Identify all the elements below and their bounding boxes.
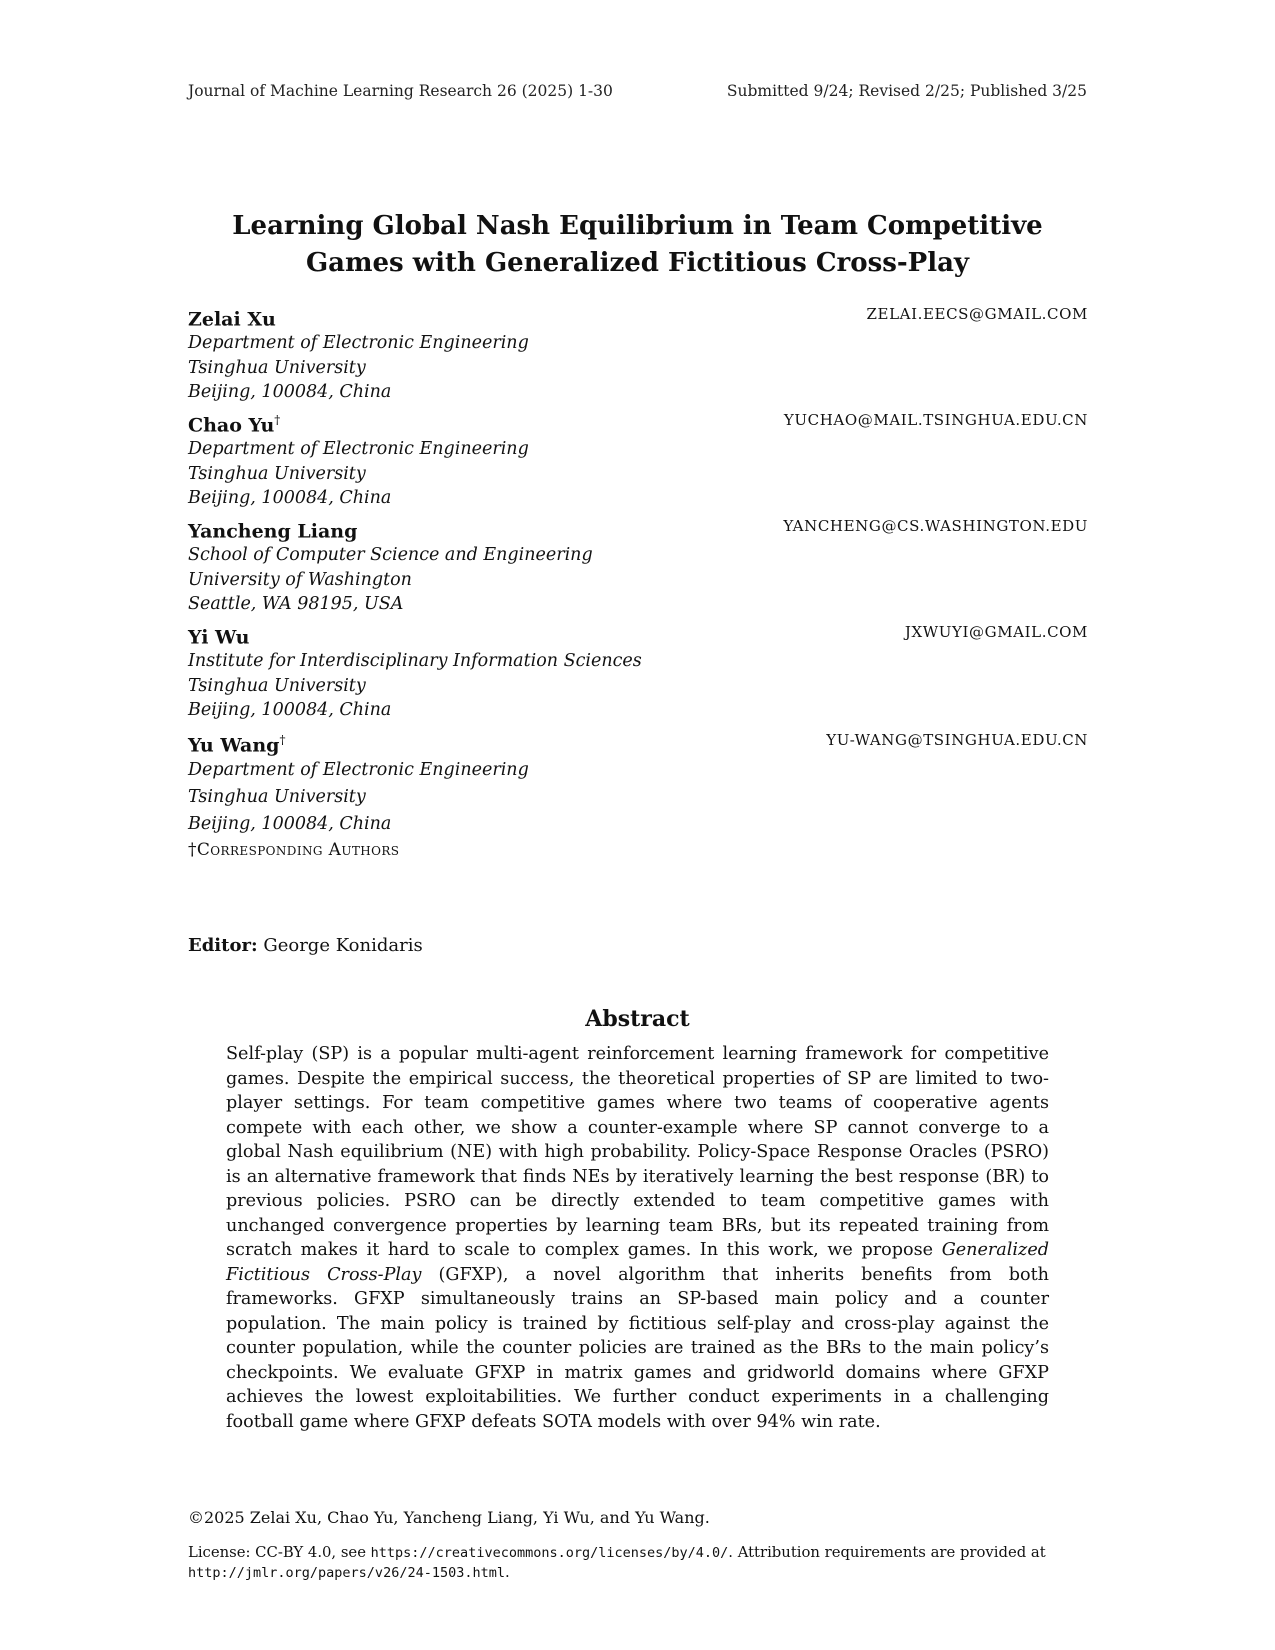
submission-dates: Submitted 9/24; Revised 2/25; Published 3/25 bbox=[726, 82, 1087, 100]
affiliation-address: Beijing, 100084, China bbox=[188, 488, 392, 509]
affiliation-institution: Tsinghua University bbox=[188, 357, 366, 378]
author-name: Yancheng Liang bbox=[188, 520, 358, 543]
license-prefix: License: CC-BY 4.0, see bbox=[188, 1544, 371, 1561]
affiliation-department: Department of Electronic Engineering bbox=[188, 760, 529, 781]
abstract-part-1: Self-play (SP) is a popular multi-agent reinforcement learning framework for competitive games. Despite the empirical success, the theoretical properties of SP are limited to two-player settings. For team competitive games where two teams of cooperative agents compete with each other, we show a counter-example where SP cannot converge to a global Nash equilibrium (NE) with high probability. Policy-Space Response Oracles (PSRO) is an alternative framework that finds NEs by iteratively learning the best response (BR) to previous policies. PSRO can be directly extended to team competitive games with unchanged convergence properties by learning team BRs, but its repeated training from scratch makes it hard to scale to complex games. In this work, we propose bbox=[226, 1044, 1049, 1260]
editor-label: Editor: bbox=[188, 935, 258, 956]
copyright-notice: ©2025 Zelai Xu, Chao Yu, Yancheng Liang, Yi Wu, and Yu Wang. bbox=[188, 1508, 710, 1527]
paper-title bbox=[120, 208, 1155, 282]
corresponding-authors-note: †Corresponding Authors bbox=[188, 840, 400, 861]
abstract-emphasis: Generalized Fictitious Cross-Play bbox=[226, 1240, 1049, 1285]
author-block bbox=[188, 408, 1088, 511]
editor-line bbox=[188, 935, 423, 956]
affiliation-institution: Tsinghua University bbox=[188, 675, 366, 696]
affiliation-address: Seattle, WA 98195, USA bbox=[188, 594, 404, 615]
affiliation-address: Beijing, 100084, China bbox=[188, 382, 392, 403]
affiliation-department: School of Computer Science and Engineering bbox=[188, 545, 593, 566]
author-name: Chao Yu bbox=[188, 414, 275, 437]
author-email[interactable]: YANCHENG@CS.WASHINGTON.EDU bbox=[783, 517, 1088, 535]
author-email[interactable]: YU-WANG@TSINGHUA.EDU.CN bbox=[826, 731, 1088, 749]
affiliation-institution: Tsinghua University bbox=[188, 463, 366, 484]
author-name: Zelai Xu bbox=[188, 308, 276, 331]
author-name: Yi Wu bbox=[188, 626, 250, 649]
affiliation-address: Beijing, 100084, China bbox=[188, 700, 392, 721]
affiliation-department: Department of Electronic Engineering bbox=[188, 333, 529, 354]
affiliation-department: Department of Electronic Engineering bbox=[188, 439, 529, 460]
affiliation-address: Beijing, 100084, China bbox=[188, 814, 392, 835]
author-email[interactable]: ZELAI.EECS@GMAIL.COM bbox=[866, 305, 1088, 323]
abstract-text bbox=[226, 1042, 1049, 1434]
license-mid: . Attribution requirements are provided at bbox=[728, 1544, 1046, 1561]
license-end: . bbox=[504, 1564, 510, 1581]
affiliation-institution: Tsinghua University bbox=[188, 787, 366, 808]
license-notice bbox=[188, 1543, 1088, 1583]
journal-header: Journal of Machine Learning Research 26 (2025) 1-30 bbox=[188, 82, 613, 100]
author-block bbox=[188, 302, 1088, 405]
attribution-link[interactable]: http://jmlr.org/papers/v26/24-1503.html bbox=[188, 1565, 505, 1581]
affiliation-department: Institute for Interdisciplinary Information Sciences bbox=[188, 651, 642, 672]
author-block bbox=[188, 514, 1088, 617]
author-block bbox=[188, 728, 1088, 860]
author-sup: † bbox=[279, 733, 286, 747]
editor-name: George Konidaris bbox=[263, 935, 423, 956]
author-email[interactable]: JXWUYI@GMAIL.COM bbox=[904, 623, 1088, 641]
title-line-2: Games with Generalized Fictitious Cross-Play bbox=[305, 248, 970, 278]
author-email[interactable]: YUCHAO@MAIL.TSINGHUA.EDU.CN bbox=[783, 411, 1088, 429]
abstract-part-2: (GFXP), a novel algorithm that inherits benefits from both frameworks. GFXP simultaneously trains an SP-based main policy and a counter population. The main policy is trained by fictitious self-play and cross-play against the counter population, while the counter policies are trained as the BRs to the main policy’s checkpoints. We evaluate GFXP in matrix games and gridworld domains where GFXP achieves the lowest exploitabilities. We further conduct experiments in a challenging football game where GFXP defeats SOTA models with over 94% win rate. bbox=[226, 1264, 1049, 1432]
abstract-heading: Abstract bbox=[585, 1006, 690, 1032]
author-name: Yu Wang bbox=[188, 734, 280, 757]
author-block bbox=[188, 620, 1088, 723]
author-sup: † bbox=[274, 413, 281, 427]
affiliation-institution: University of Washington bbox=[188, 569, 412, 590]
title-line-1: Learning Global Nash Equilibrium in Team Competitive bbox=[232, 211, 1043, 241]
license-link[interactable]: https://creativecommons.org/licenses/by/4.0/ bbox=[370, 1545, 729, 1561]
